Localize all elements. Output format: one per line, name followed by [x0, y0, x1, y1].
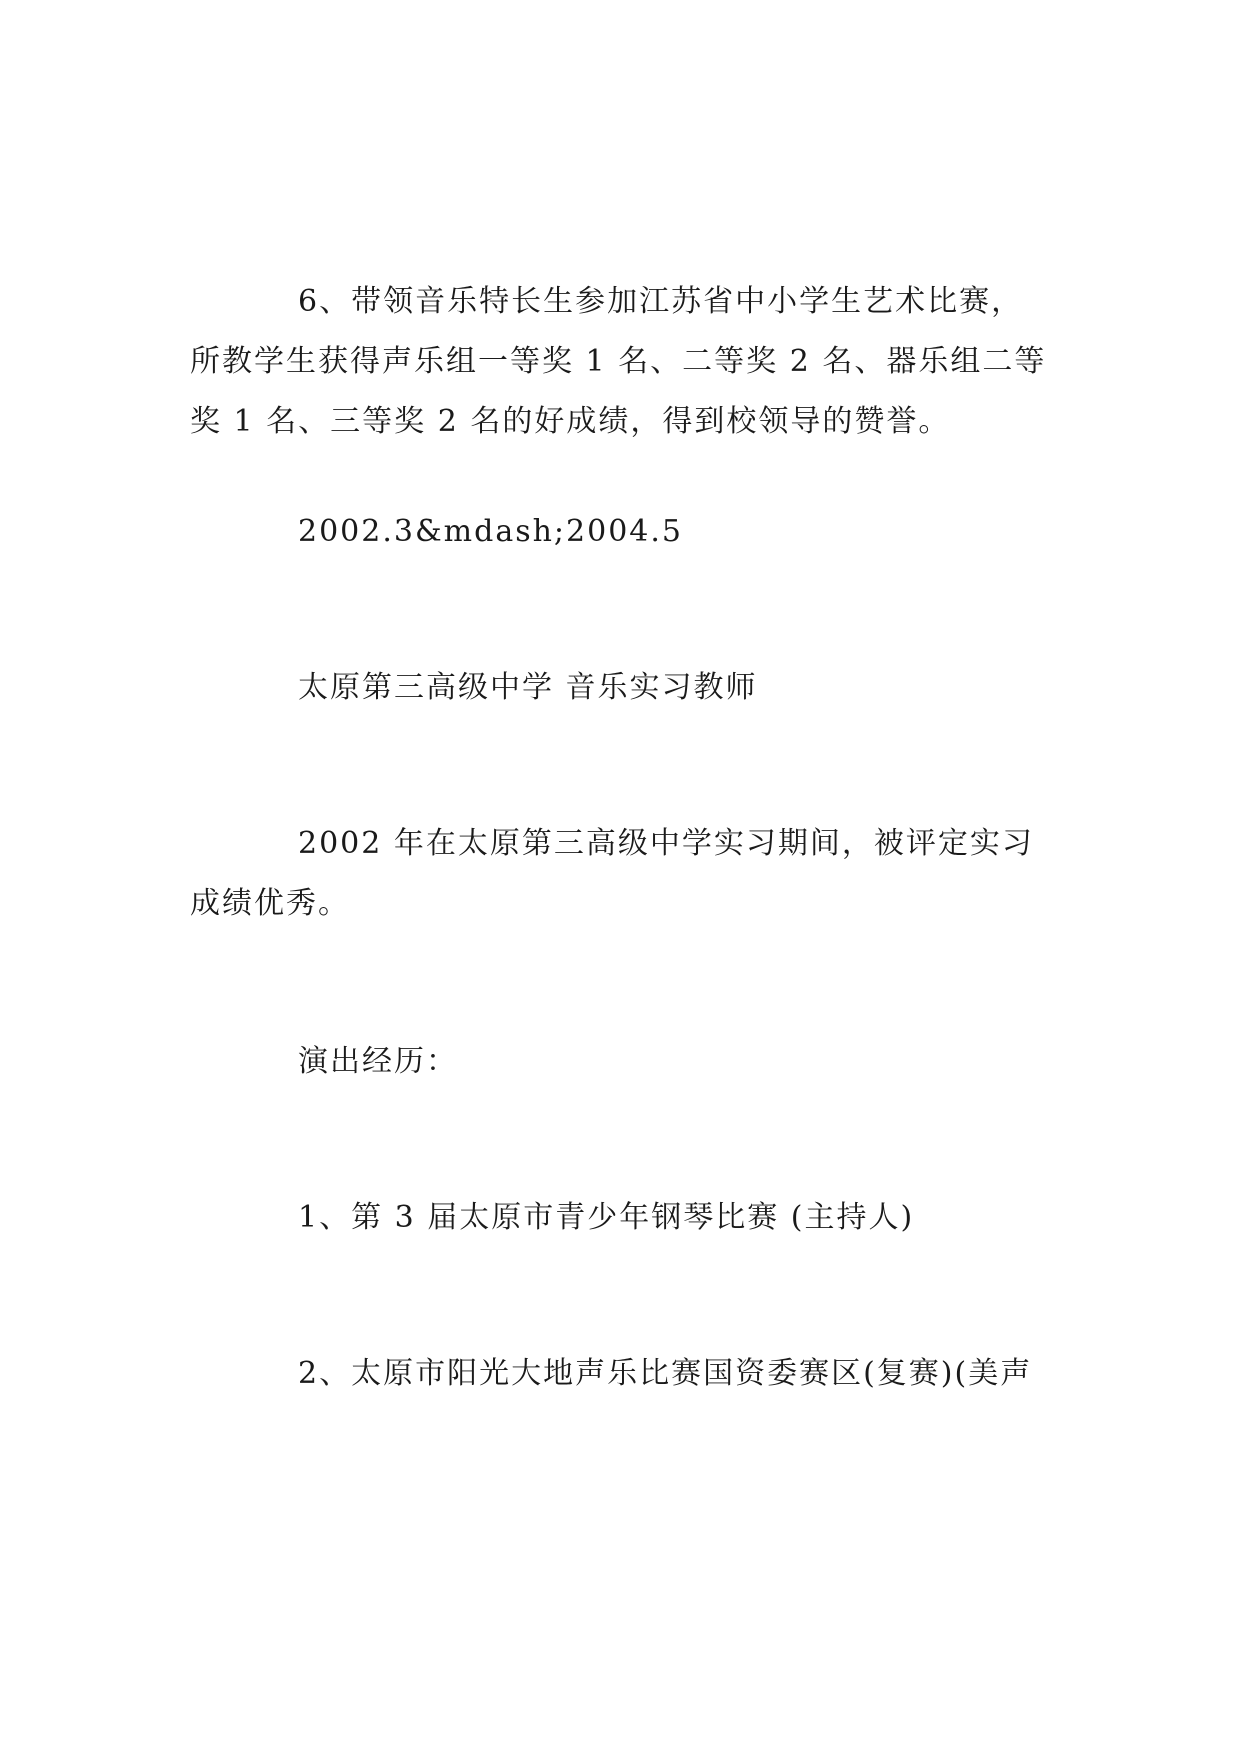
paragraph-school-position: 太原第三高级中学 音乐实习教师: [298, 670, 758, 705]
paragraph-date-range: 2002.3&mdash;2004.5: [298, 514, 684, 549]
paragraph-performance-2: 2、太原市阳光大地声乐比赛国资委赛区(复赛)(美声: [298, 1356, 1033, 1391]
paragraph-performance-1: 1、第 3 届太原市青少年钢琴比赛 (主持人): [298, 1200, 915, 1235]
paragraph-award-6: 6、带领音乐特长生参加江苏省中小学生艺术比赛，所教学生获得声乐组一等奖 1 名、二等奖 2 名、器乐组二等奖 1 名、三等奖 2 名的好成绩，得到校领导的赞誉。: [190, 284, 1047, 439]
paragraph-performance-heading: 演出经历：: [298, 1044, 458, 1079]
paragraph-internship-result: 2002 年在太原第三高级中学实习期间，被评定实习成绩优秀。: [190, 826, 1034, 921]
